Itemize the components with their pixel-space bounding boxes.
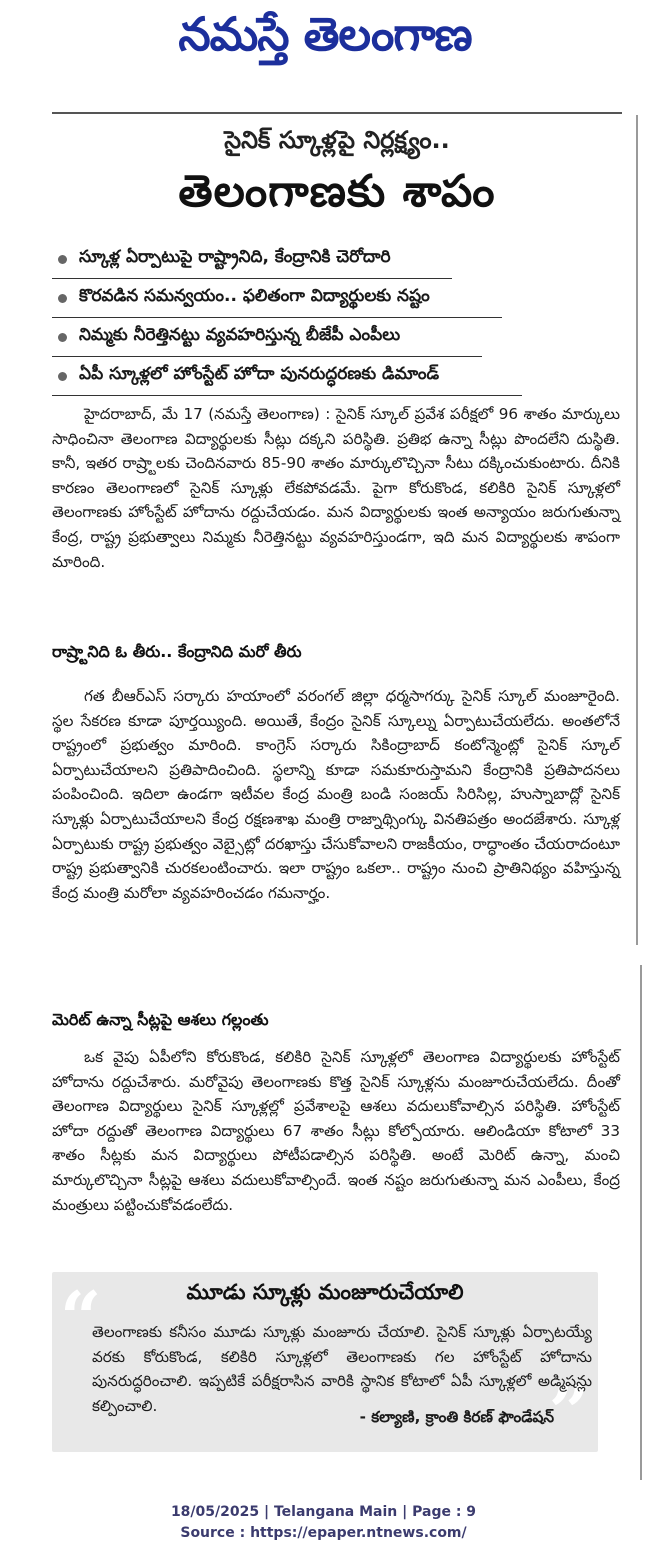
bullet-dot-icon [58,333,67,342]
highlight-text: నిమ్మకు నీరెత్తినట్టు వ్యవహరిస్తున్న బీజేపీ ఎంపీలు [79,325,401,345]
open-quote-icon: “ [60,1275,102,1360]
article-kicker: సైనిక్ స్కూళ్లపై నిర్లక్ష్యం.. [224,126,450,154]
section-2 [52,1010,620,1033]
section-paragraph: ఒక వైపు ఏపీలోని కోరుకొండ, కలికిరి సైనిక్ స్కూళ్లలో తెలంగాణ విద్యార్థులకు హోంస్టేట్ హోదాను రద్దుచేశారు. మరోవైపు తెలంగాణకు కొత్త సైనిక్ స్కూళ్లను మంజూరుచేయలేదు. దీంతో తెలంగాణ విద్యార్థులు సైనిక్ స్కూళ్లల్లో ప్రవేశాలపై ఆశలు వదులుకోవాల్సిన పరిస్థితి. హోంస్టేట్ హోదా రద్దుతో తెలంగాణ విద్యార్థులు 67 శాతం సీట్లు కోల్పోయారు. ఆలిండియా కోటాలో 33 శాతం సీట్లకు మన విద్యార్థులు పోటీపడాల్సిన పరిస్థితి. అంటే మెరిట్ ఉన్నా, మంచి మార్కులొచ్చినా సీట్లపై ఆశలు వదులుకోవాల్సిందే. ఇంత నష్టం జరుగుతున్నా మన ఎంపీలు, కేంద్ర మంత్రులు పట్టించుకోవడంలేదు. [52,1048,620,1214]
bullet-dot-icon [58,294,67,303]
column-divider [640,965,642,1480]
article-top-rule [52,112,622,114]
intro-paragraph: హైదరాబాద్, మే 17 (నమస్తే తెలంగాణ) : సైనిక్ స్కూల్ ప్రవేశ పరీక్షలో 96 శాతం మార్కులు సాధించినా తెలంగాణ విద్యార్థులకు సీట్లు దక్కని పరిస్థితి. ప్రతిభ ఉన్నా సీట్లు పొందలేని దుస్థితి. కానీ, ఇతర రాష్ర్టాలకు చెందినవారు 85-90 శాతం మార్కులొచ్చినా సీటు దక్కించుకుంటారు. దీనికి కారణం తెలంగాణలో సైనిక్ స్కూళ్లు లేకపోవడమే. పైగా కోరుకొండ, కలికిరి సైనిక్ స్కూళ్లలో తెలంగాణకు హోంస్టేట్ హోదాను రద్దుచేయడం. మన విద్యార్థులకు ఇంత అన్యాయం జరుగుతున్నా కేంద్ర, రాష్ట్ర ప్రభుత్వాలు నిమ్మకు నీరెత్తినట్టు వ్యవహరిస్తుండగా, ఇది మన విద్యార్థులకు శాపంగా మారింది. [52,405,620,571]
section-1-body [52,684,620,905]
highlight-text: ఏపీ స్కూళ్లలో హోంస్టేట్ హోదా పునరుద్ధరణకు డిమాండ్ [79,364,440,384]
section-1 [52,642,620,665]
article-body [52,402,620,574]
highlight-item [52,357,522,396]
highlight-text: కొరవడిన సమన్వయం.. ఫలితంగా విద్యార్థులకు నష్టం [79,286,430,306]
footer-date-page: 18/05/2025 | Telangana Main | Page : 9 [170,1504,477,1520]
section-paragraph: గత బీఆర్ఎస్ సర్కారు హయాంలో వరంగల్ జిల్లా ధర్మసాగర్కు సైనిక్ స్కూల్ మంజూరైంది. స్థల సేకరణ కూడా పూర్తయ్యింది. అయితే, కేంద్రం సైనిక్ స్కూల్ను ఏర్పాటుచేయలేదు. అంతలోనే రాష్ట్రంలో ప్రభుత్వం మారింది. కాంగ్రెస్ సర్కారు సికింద్రాబాద్ కంటోన్మెంట్లో సైనిక్ స్కూల్ ఏర్పాటుచేయాలని ప్రతిపాదించింది. స్థలాన్ని కూడా సమకూరుస్తామని కేంద్రానికి ప్రతిపాదనలు పంపించింది. ఇదిలా ఉండగా ఇటీవల కేంద్ర మంత్రి బండి సంజయ్ సిరిసిల్ల, హుస్నాబాద్లో సైనిక్ స్కూళ్లు ఏర్పాటుచేయాలని కేంద్ర రక్షణశాఖ మంత్రి రాజ్నాథ్సింగ్కు వినతిపత్రం అందజేశారు. స్కూళ్ల ఏర్పాటుకు రాష్ట్ర ప్రభుత్వం వెబ్సైట్లో దరఖాస్తు చేసుకోవాలని రాజకీయం, రాద్ధాంతం చేయరాదంటూ రాష్ట్ర ప్రభుత్వానికి చురకలంటించారు. ఇలా రాష్ట్రం ఒకలా.. రాష్ట్రం నుంచి ప్రాతినిథ్యం వహిస్తున్న కేంద్ర మంత్రి మరోలా వ్యవహరించడం గమనార్హం. [52,687,620,902]
column-divider [636,115,638,945]
highlight-text: స్కూళ్ల ఏర్పాటుపై రాష్ట్రానిది, కేంద్రానికి చెరోదారి [79,247,391,267]
bullet-dot-icon [58,372,67,381]
quote-box-text: తెలంగాణకు కనీసం మూడు స్కూళ్లు మంజూరు చేయాలి. సైనిక్ స్కూళ్లు ఏర్పాటయ్యే వరకు కోరుకొండ, కలికిరి స్కూళ్లలో తెలంగాణకు గల హోంస్టేట్ హోదాను పునరుద్ధరించాలి. ఇప్పటికే పరీక్షరాసిన వారికి స్థానిక కోటాలో ఏపీ స్కూళ్లలో అడ్మిషన్లు కల్పించాలి. [92,1323,592,1415]
highlights-list [52,240,572,396]
bullet-dot-icon [58,255,67,264]
close-quote-icon: ” [548,1369,590,1454]
quote-box [52,1272,598,1452]
section-2-body [52,1045,620,1217]
quote-box-title: మూడు స్కూళ్లు మంజూరుచేయాలి [186,1280,464,1304]
section-heading: రాష్ర్టానిది ఓ తీరు.. కేంద్రానిది మరో తీరు [52,642,302,661]
highlight-item [52,318,482,357]
footer-source: Source : https://epaper.ntnews.com/ [180,1525,467,1541]
quote-box-author: - కల్యాణి, క్రాంతి కిరణ్ ఫౌండేషన్ [359,1408,554,1426]
article-headline: తెలంగాణకు శాపం [178,166,496,217]
highlight-item [52,279,502,318]
masthead-logo: నమస్తే తెలంగాణ [178,7,472,61]
section-heading: మెరిట్ ఉన్నా సీట్లపై ఆశలు గల్లంతు [52,1010,269,1029]
highlight-item [52,240,452,279]
